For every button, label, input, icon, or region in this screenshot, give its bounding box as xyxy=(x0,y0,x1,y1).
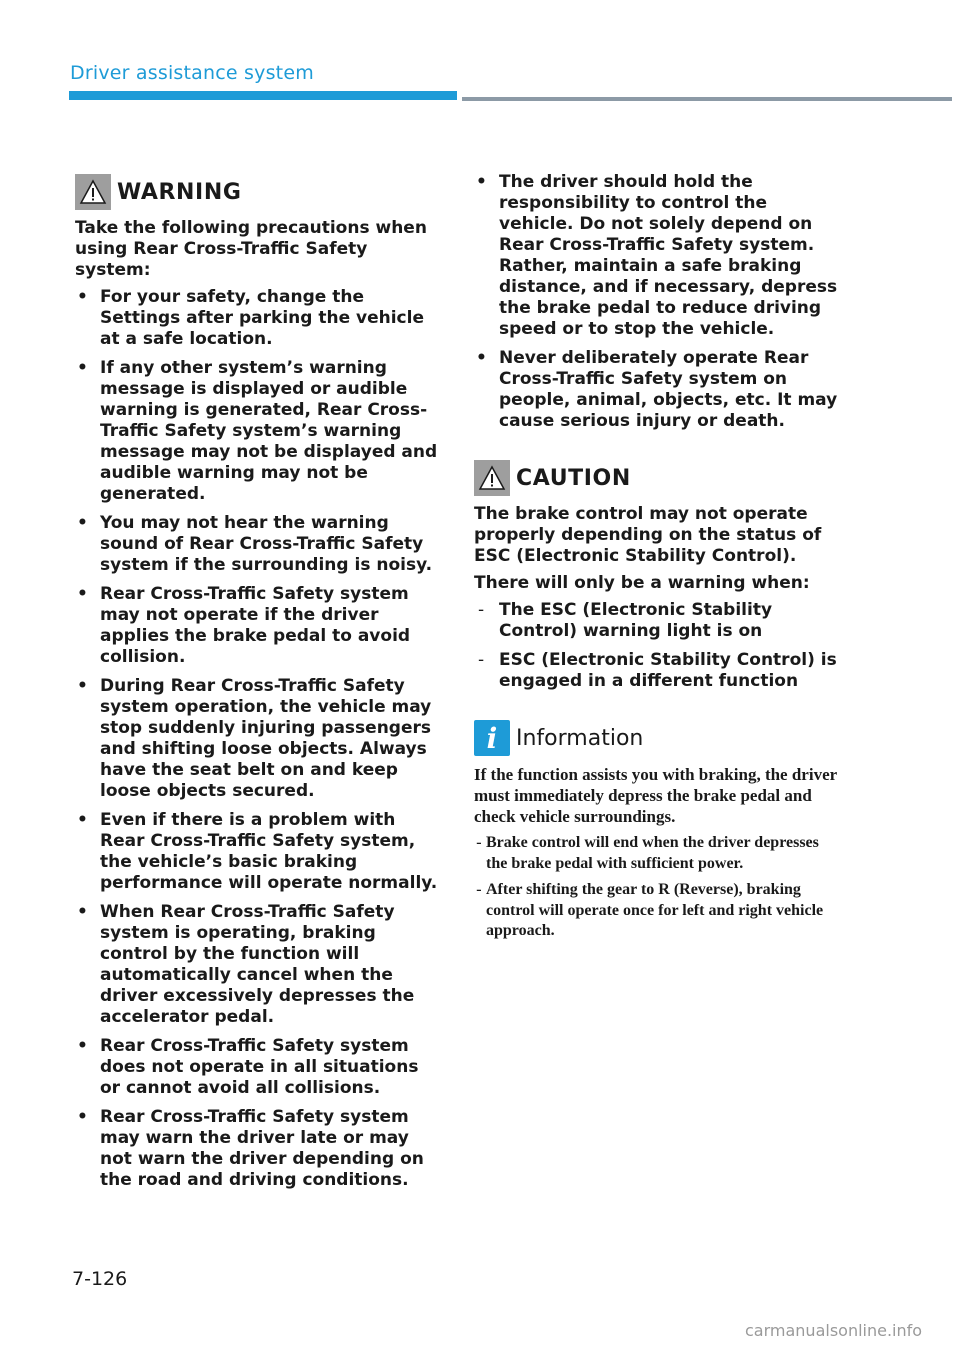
page-number: 7-126 xyxy=(72,1268,128,1290)
list-item: • For your safety, change the Settings after parking the vehicle at a safe location. xyxy=(75,287,443,350)
caution-triangle-icon xyxy=(474,460,510,496)
information-title: Information xyxy=(516,725,644,751)
information-list xyxy=(474,833,844,942)
caution-heading xyxy=(474,458,844,498)
list-item: - The ESC (Electronic Stability Control) warning light is on xyxy=(474,600,844,642)
information-paragraph: If the function assists you with braking, the driver must immediately depress the brake pedal and check vehicle surroundings. xyxy=(474,765,837,826)
list-item: • If any other system’s warning message is displayed or audible warning is generated, Rear Cross-Traffic Safety system’s warning message may not be displayed and audible warning may not be generated. xyxy=(75,358,443,505)
watermark: carmanualsonline.info xyxy=(745,1321,923,1340)
list-item: • You may not hear the warning sound of Rear Cross-Traffic Safety system if the surrounding is noisy. xyxy=(75,513,443,576)
list-item: • When Rear Cross-Traffic Safety system is operating, braking control by the function will automatically cancel when the driver excessively depresses the accelerator pedal. xyxy=(75,902,443,1028)
warning-list xyxy=(75,287,443,1191)
caution-list xyxy=(474,600,844,692)
header-rule-blue xyxy=(69,91,457,100)
header-title: Driver assistance system xyxy=(70,62,314,84)
caution-paragraph: The brake control may not operate properly depending on the status of ESC (Electronic Stability Control). xyxy=(474,504,822,566)
list-item: - Brake control will end when the driver depresses the brake pedal with sufficient power. xyxy=(474,833,844,874)
list-item: - After shifting the gear to R (Reverse), braking control will operate once for left and right vehicle approach. xyxy=(474,880,844,942)
warning-triangle-icon xyxy=(75,174,111,210)
list-item: - ESC (Electronic Stability Control) is engaged in a different function xyxy=(474,650,844,692)
caution-paragraph: There will only be a warning when: xyxy=(474,573,810,593)
warning-list-continued xyxy=(474,172,844,432)
warning-title: WARNING xyxy=(117,179,242,205)
list-item: • Even if there is a problem with Rear Cross-Traffic Safety system, the vehicle’s basic braking performance will operate normally. xyxy=(75,810,443,894)
caution-title: CAUTION xyxy=(516,465,631,491)
header-rule-gray xyxy=(462,97,952,101)
left-column xyxy=(75,172,443,1199)
list-item: • Rear Cross-Traffic Safety system may warn the driver late or may not warn the driver depending on the road and driving conditions. xyxy=(75,1107,443,1191)
right-column xyxy=(474,172,844,948)
warning-heading xyxy=(75,172,443,212)
info-icon: i xyxy=(474,720,510,756)
list-item: • Rear Cross-Traffic Safety system may not operate if the driver applies the brake pedal to avoid collision. xyxy=(75,584,443,668)
warning-intro: Take the following precautions when using Rear Cross-Traffic Safety system: xyxy=(75,218,427,280)
list-item: • The driver should hold the responsibility to control the vehicle. Do not solely depend on Rear Cross-Traffic Safety system. Rather, maintain a safe braking distance, and if necessary, depress the brake pedal to reduce driving speed or to stop the vehicle. xyxy=(474,172,844,340)
list-item: • Never deliberately operate Rear Cross-Traffic Safety system on people, animal, objects, etc. It may cause serious injury or death. xyxy=(474,348,844,432)
information-heading xyxy=(474,718,844,758)
list-item: • During Rear Cross-Traffic Safety system operation, the vehicle may stop suddenly injuring passengers and shifting loose objects. Always have the seat belt on and keep loose objects secured. xyxy=(75,676,443,802)
list-item: • Rear Cross-Traffic Safety system does not operate in all situations or cannot avoid all collisions. xyxy=(75,1036,443,1099)
